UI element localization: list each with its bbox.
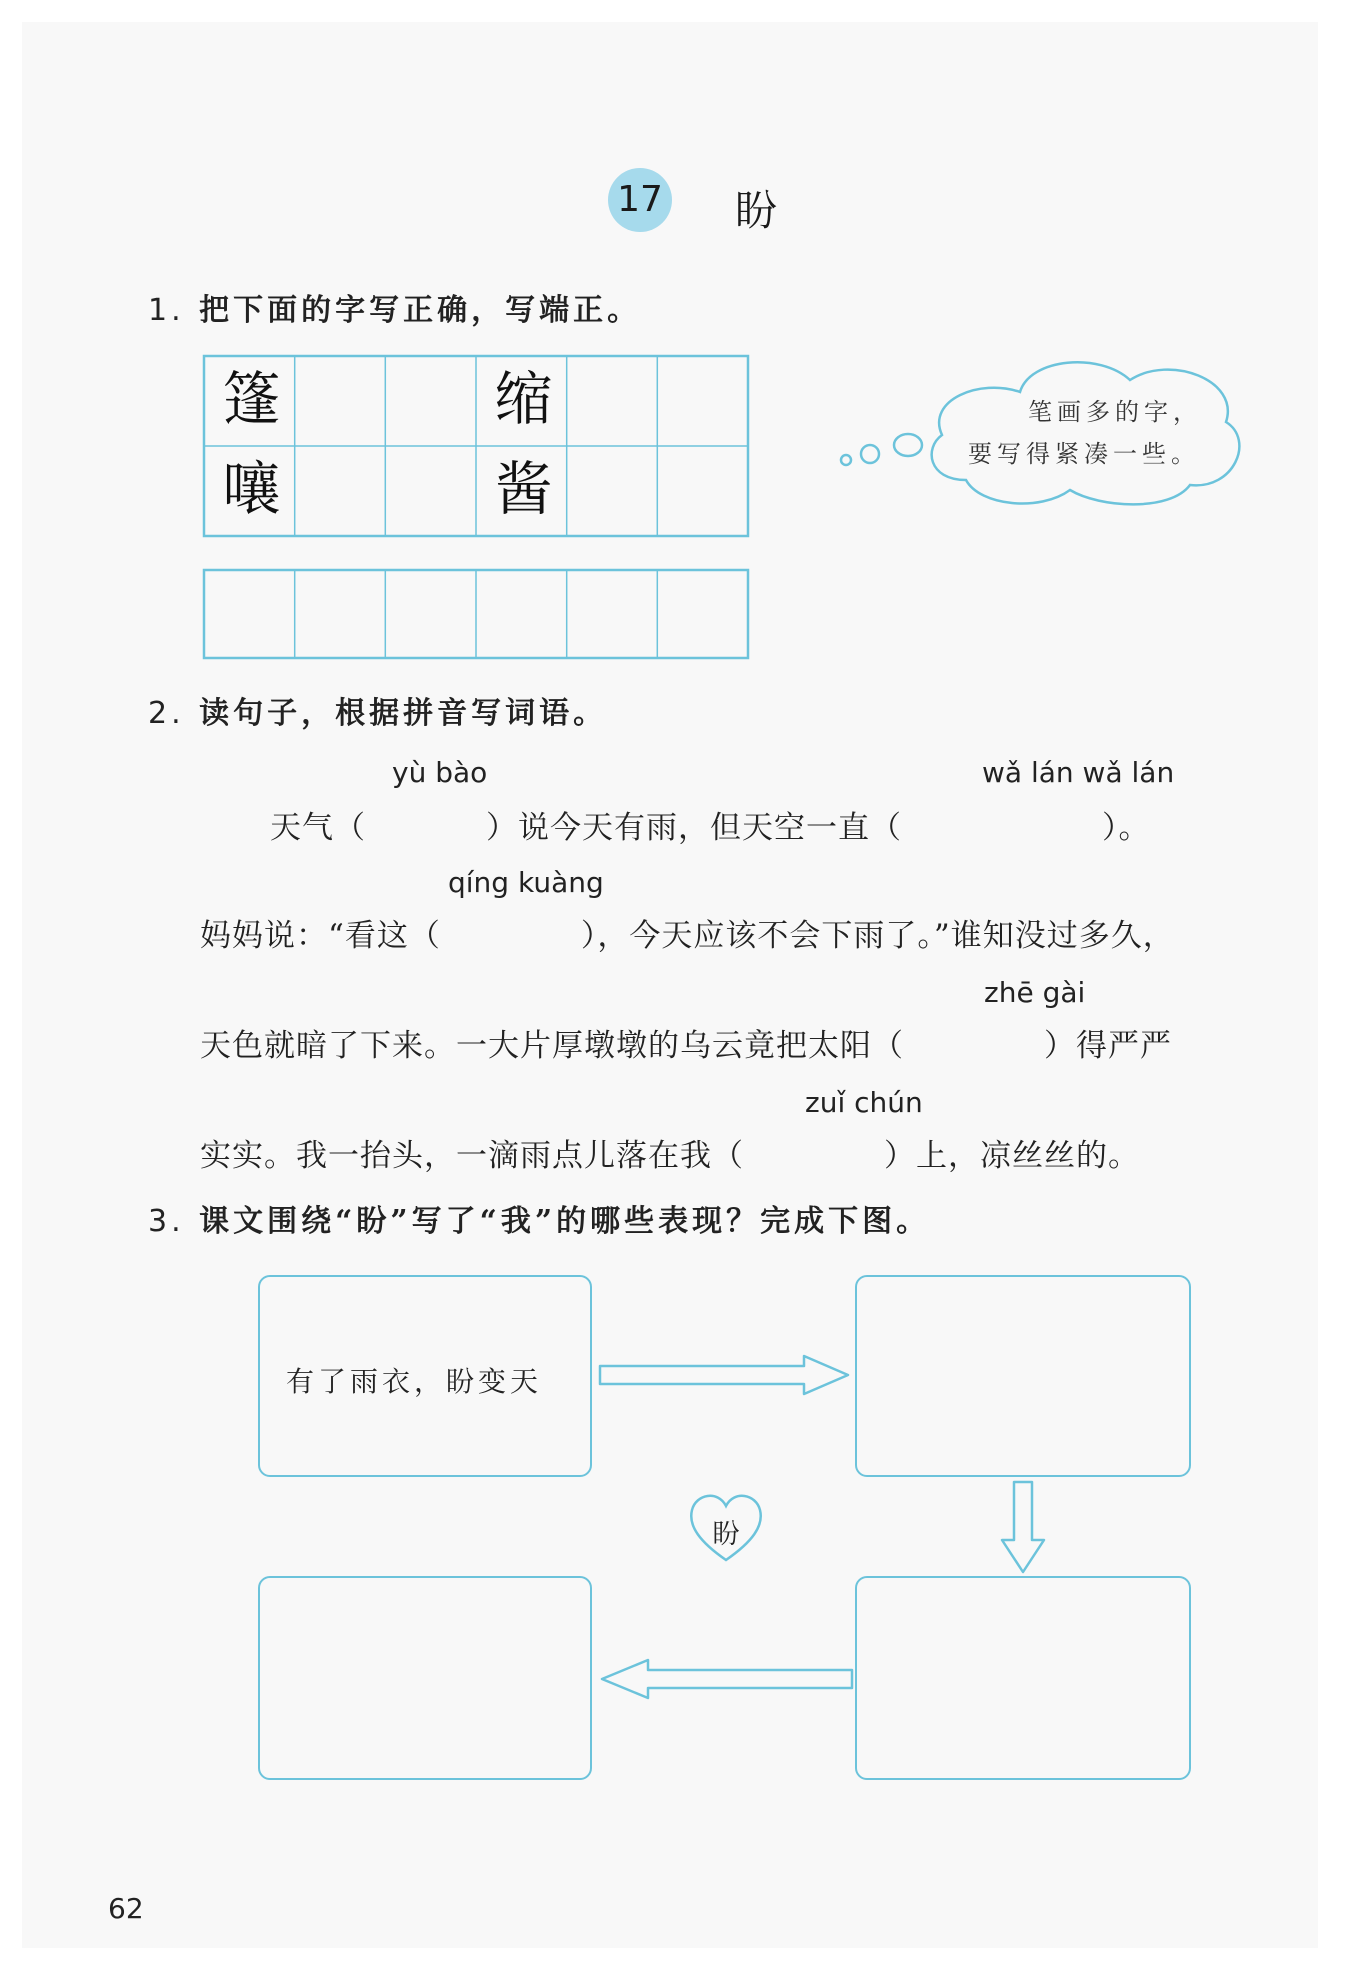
- line-2-part-2: ），今天应该不会下雨了。”谁知没过多久，: [580, 918, 1175, 954]
- writing-grid-blank[interactable]: [200, 566, 752, 662]
- question-1-number: 1.: [148, 293, 185, 328]
- arrow-down-icon: [998, 1478, 1048, 1576]
- sentence-line-3: [200, 1020, 1172, 1065]
- pinyin-yubao: yù bào: [392, 756, 488, 789]
- arrow-right-icon: [596, 1352, 856, 1398]
- model-char-suo: 缩: [494, 365, 553, 433]
- line-3-part-2: ）得严严: [1044, 1028, 1172, 1064]
- line-4-part-1: 实实。我一抬头，一滴雨点儿落在我（: [200, 1138, 744, 1174]
- flow-box-2-blank[interactable]: [855, 1275, 1191, 1477]
- question-3-number: 3.: [148, 1204, 185, 1239]
- question-2-number: 2.: [148, 696, 185, 731]
- pinyin-qingkuang: qíng kuàng: [448, 866, 604, 899]
- question-1-text: 把下面的字写正确，写端正。: [199, 293, 642, 328]
- arrow-left-icon: [596, 1656, 856, 1702]
- page-number: 62: [108, 1892, 144, 1925]
- question-1-heading: [148, 285, 641, 329]
- heart-center-text: 盼: [712, 1519, 740, 1550]
- pinyin-zuichun: zuǐ chún: [805, 1086, 923, 1119]
- line-1-part-3: ）。: [1102, 810, 1151, 846]
- line-2-part-1: 妈妈说：“看这（: [200, 918, 441, 954]
- line-3-part-1: 天色就暗了下来。一大片厚墩墩的乌云竟把太阳（: [200, 1028, 904, 1064]
- flow-box-3-blank[interactable]: [855, 1576, 1191, 1780]
- line-1-part-2: ）说今天有雨，但天空一直（: [486, 810, 902, 846]
- sentence-line-4: [200, 1130, 1140, 1175]
- tip-line-1: 笔画多的字，: [1028, 398, 1202, 426]
- line-4-part-2: ）上，凉丝丝的。: [884, 1138, 1140, 1174]
- model-char-rang: 嚷: [222, 455, 281, 523]
- question-2-heading: [148, 688, 607, 732]
- flow-box-4-blank[interactable]: [258, 1576, 592, 1780]
- question-3-heading: [148, 1196, 930, 1240]
- flow-box-1-text: 有了雨衣，盼变天: [286, 1365, 543, 1398]
- question-3-text: 课文围绕“盼”写了“我”的哪些表现？完成下图。: [199, 1204, 931, 1239]
- model-char-jiang: 酱: [494, 455, 553, 523]
- thought-cloud-icon: [830, 340, 1256, 520]
- model-char-peng: 篷: [222, 365, 281, 433]
- tip-line-2: 要写得紧凑一些。: [968, 440, 1200, 468]
- question-2-text: 读句子，根据拼音写词语。: [199, 696, 608, 731]
- line-1-part-1: 天气（: [270, 810, 366, 846]
- pinyin-walanwalan: wǎ lán wǎ lán: [982, 756, 1175, 789]
- lesson-number: 17: [617, 179, 663, 220]
- pinyin-zhegai: zhē gài: [984, 976, 1086, 1009]
- sentence-line-1: [270, 802, 1151, 847]
- sentence-line-2: [200, 910, 1175, 955]
- lesson-title: 盼: [735, 186, 778, 235]
